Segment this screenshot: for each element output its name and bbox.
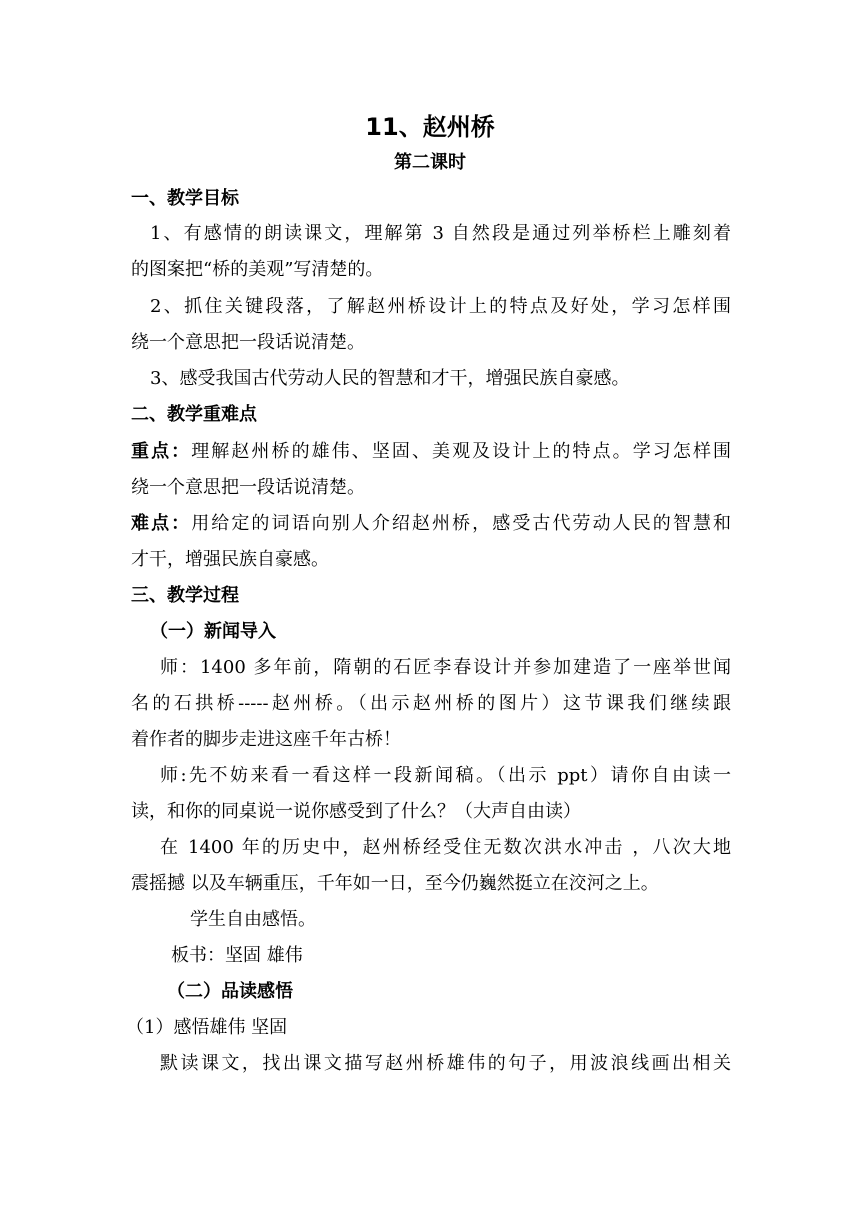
key-point-text: 理解赵州桥的雄伟、坚固、美观及设计上的特点。学习怎样围	[191, 441, 732, 462]
page-subtitle: 第二课时	[394, 152, 466, 173]
goal-2-line-2: 绕一个意思把一段话说清楚。	[131, 332, 365, 353]
part-heading-reading: （二）品读感悟	[167, 981, 293, 1002]
section-heading-process: 三、教学过程	[131, 585, 239, 606]
difficulty-label: 难点：	[131, 513, 192, 534]
section-heading-goals: 一、教学目标	[131, 188, 239, 209]
goal-2-line-1: 2、抓住关键段落，了解赵州桥设计上的特点及好处，学习怎样围	[150, 296, 731, 317]
difficulty-text: 用给定的词语向别人介绍赵州桥，感受古代劳动人民的智慧和	[191, 513, 732, 534]
key-point-line-1	[131, 440, 731, 464]
teacher-1-line-3: 着作者的脚步走进这座千年古桥！	[131, 729, 401, 750]
goal-3-line-1: 3、感受我国古代劳动人民的智慧和才干，增强民族自豪感。	[150, 368, 630, 389]
teacher-1-line-1: 师：1400 多年前，隋朝的石匠李春设计并参加建造了一座举世闻	[160, 657, 731, 678]
part-heading-news: （一）新闻导入	[150, 621, 276, 642]
difficulty-line-1	[131, 512, 731, 536]
student-response: 学生自由感悟。	[190, 909, 316, 930]
page-title: 11、赵州桥	[365, 113, 495, 141]
reading-instruction: 默读课文，找出课文描写赵州桥雄伟的句子，用波浪线画出相关	[160, 1053, 731, 1074]
news-line-2: 震摇撼 以及车辆重压，千年如一日，至今仍巍然挺立在洨河之上。	[131, 873, 659, 894]
teacher-1-line-2: 名的石拱桥-----赵州桥。（出示赵州桥的图片）这节课我们继续跟	[131, 693, 731, 714]
news-line-1: 在 1400 年的历史中，赵州桥经受住无数次洪水冲击 ，八次大地	[160, 837, 731, 858]
key-point-label: 重点：	[131, 441, 192, 462]
teacher-2-line-2: 读，和你的同桌说一说你感受到了什么？（大声自由读）	[131, 801, 581, 822]
teacher-2-line-1: 师:先不妨来看一看这样一段新闻稿。（出示 ppt）请你自由读一	[160, 765, 731, 786]
board-writing: 板书：坚固 雄伟	[171, 945, 303, 966]
key-point-line-2: 绕一个意思把一段话说清楚。	[131, 477, 365, 498]
goal-1-line-1: 1、有感情的朗读课文，理解第 3 自然段是通过列举桥栏上雕刻着	[150, 223, 731, 244]
difficulty-line-2: 才干，增强民族自豪感。	[131, 549, 329, 570]
goal-1-line-2: 的图案把“桥的美观”写清楚的。	[131, 259, 384, 280]
subsection-heading: （1）感悟雄伟 坚固	[126, 1017, 288, 1038]
section-heading-key-points: 二、教学重难点	[131, 404, 257, 425]
